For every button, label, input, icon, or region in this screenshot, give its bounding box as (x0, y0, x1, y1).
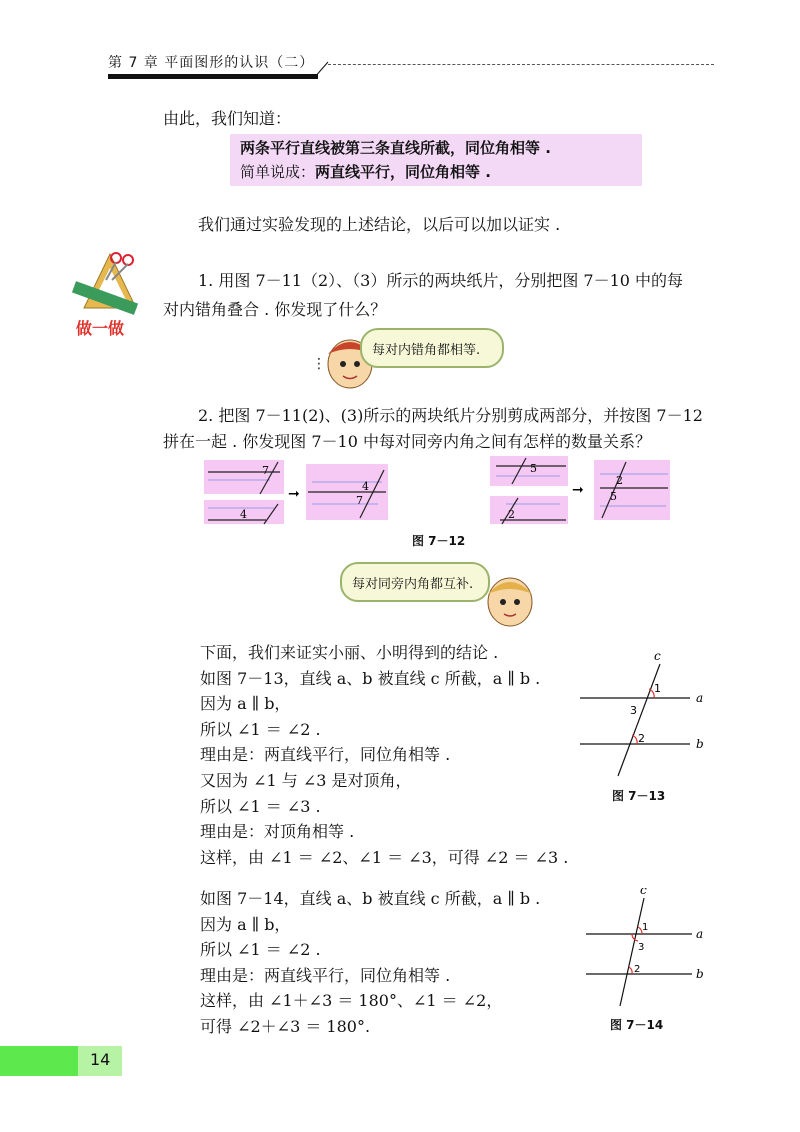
arrow-right-icon: ➞ (288, 486, 300, 502)
fig12-label: 5 (610, 490, 617, 503)
fig12-label: 4 (362, 480, 369, 493)
proof-2 (200, 886, 540, 1040)
page-number: 14 (90, 1050, 111, 1069)
proof-1 (200, 640, 568, 870)
label-c: c (654, 652, 661, 663)
svg-text:⋮: ⋮ (312, 356, 326, 372)
fig12-label: 7 (262, 464, 269, 477)
boy-face-icon (478, 566, 542, 630)
proof-1-line: 理由是：对顶角相等 . (200, 822, 355, 842)
proof-1-line: 所以 ∠1 ＝ ∠2 . (200, 719, 321, 739)
label-angle-3: 3 (638, 942, 645, 953)
proof-2-line: 所以 ∠1 ＝ ∠2 . (200, 940, 321, 960)
proof-2-line: 因为 a ∥ b， (200, 914, 291, 934)
proof-1-line: 因为 a ∥ b， (200, 694, 291, 714)
arrow-right-icon: ➞ (572, 482, 584, 498)
label-angle-2: 2 (634, 964, 641, 975)
proof-1-line: 所以 ∠1 ＝ ∠3 . (200, 796, 321, 816)
figure-7-13-caption: 图 7－13 (612, 789, 666, 803)
fig12-label: 2 (508, 508, 515, 521)
remark-text: 我们通过实验发现的上述结论，以后可以加以证实 . (198, 215, 561, 234)
theorem-line-2-bold: 两直线平行，同位角相等 . (315, 163, 491, 181)
proof-2-line: 可得 ∠2＋∠3 ＝ 180°. (200, 1016, 371, 1036)
q2-line-2: 拼在一起 . 你发现图 7－10 中每对同旁内角之间有怎样的数量关系？ (163, 432, 651, 451)
label-angle-1: 1 (642, 922, 649, 933)
header-slash (312, 60, 332, 80)
paper-piece (490, 456, 568, 486)
angle-arc (629, 967, 632, 974)
fig12-label: 4 (240, 508, 247, 521)
chapter-title: 第 7 章 平面图形的认识（二） (108, 55, 315, 71)
proof-2-line: 如图 7－14，直线 a、b 被直线 c 所截，a ∥ b . (200, 889, 541, 908)
proof-1-line: 又因为 ∠1 与 ∠3 是对顶角， (200, 770, 412, 790)
label-angle-3: 3 (630, 704, 637, 717)
paper-piece (204, 460, 284, 494)
theorem-line-2 (240, 160, 632, 184)
label-c: c (640, 888, 647, 897)
label-a: a (696, 691, 704, 705)
header-underline (108, 74, 318, 79)
speech-bubble-2: 每对同旁内角都互补. (340, 562, 490, 602)
label-b: b (696, 737, 704, 751)
q1-line-1: 1. 用图 7－11（2）、（3）所示的两块纸片，分别把图 7－10 中的每 (198, 271, 684, 290)
theorem-line-2-prefix: 简单说成： (240, 163, 316, 181)
theorem-box (230, 134, 642, 186)
figure-7-14-caption: 图 7－14 (610, 1018, 664, 1032)
proof-1-line: 这样，由 ∠1 ＝ ∠2、∠1 ＝ ∠3，可得 ∠2 ＝ ∠3 . (200, 847, 569, 867)
figure-7-12-caption: 图 7－12 (412, 534, 466, 548)
line-c (618, 664, 660, 776)
label-a: a (696, 927, 704, 941)
header-dashed-rule (328, 64, 714, 65)
label-angle-1: 1 (654, 682, 661, 695)
proof-1-line: 如图 7－13，直线 a、b 被直线 c 所截，a ∥ b . (200, 668, 541, 688)
fig12-label: 2 (616, 474, 623, 487)
label-b: b (696, 967, 704, 981)
proof-2-line: 这样，由 ∠1＋∠3 ＝ 180°、∠1 ＝ ∠2， (200, 991, 503, 1011)
figure-7-14 (580, 888, 710, 1012)
q2-line-1: 2. 把图 7－11(2)、(3)所示的两块纸片分别剪成两部分，并按图 7－12 (198, 406, 703, 425)
label-angle-2: 2 (638, 732, 645, 745)
proof-1-line: 下面，我们来证实小丽、小明得到的结论 . (200, 643, 499, 662)
proof-1-line: 理由是：两直线平行，同位角相等 . (200, 745, 451, 765)
figure-7-13 (578, 652, 708, 782)
figure-7-12 (200, 452, 680, 532)
q1-line-2: 对内错角叠合 . 你发现了什么？ (163, 300, 387, 319)
proof-2-line: 理由是：两直线平行，同位角相等 . (200, 965, 451, 985)
theorem-line-1: 两条平行直线被第三条直线所截，同位角相等 . (240, 139, 551, 157)
speech-bubble-1: 每对内错角都相等. (360, 328, 504, 368)
activity-label: 做一做 (76, 319, 125, 338)
fig12-label: 7 (356, 494, 363, 507)
fig12-label: 5 (530, 462, 537, 475)
intro-text: 由此，我们知道： (163, 109, 292, 128)
